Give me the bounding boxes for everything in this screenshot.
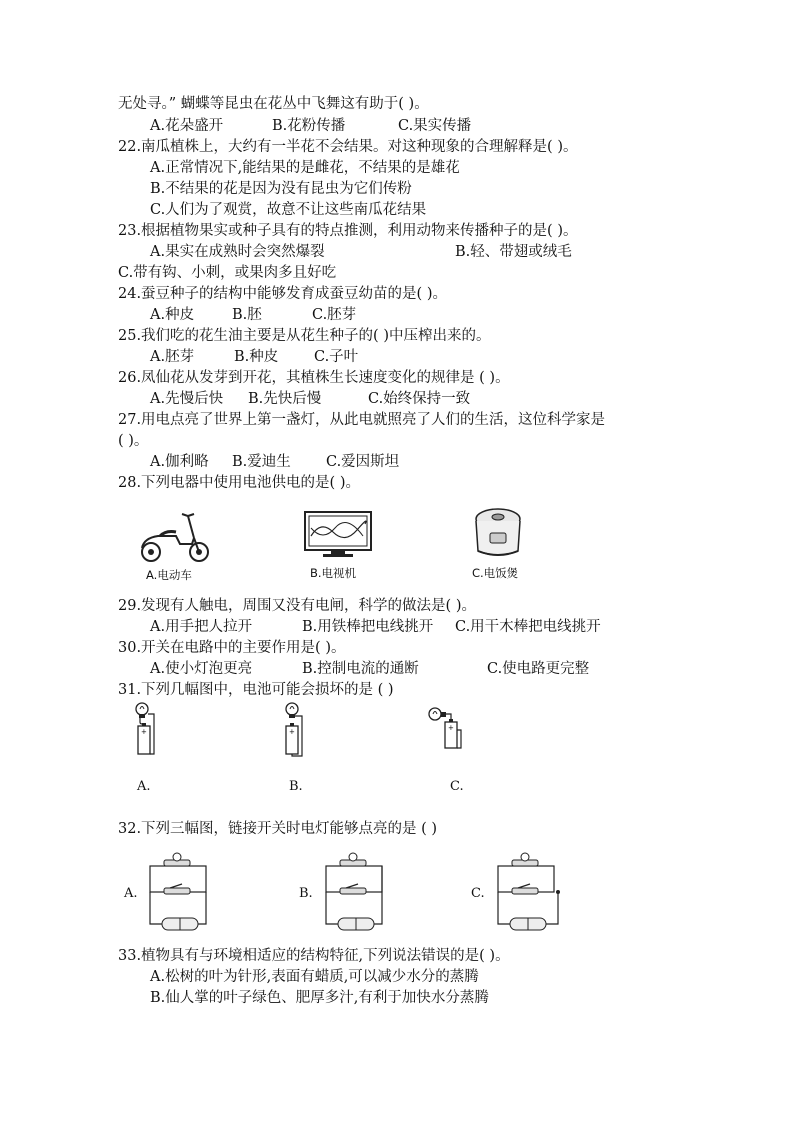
option-b: B.胚 [232,307,262,323]
question-31: 31.下列几幅图中，电池可能会损坏的是 ( ) [118,682,394,698]
option-a: A.果实在成熟时会突然爆裂 [150,244,325,260]
question-33: 33.植物具有与环境相适应的结构特征,下列说法错误的是( )。 [118,948,510,964]
battery-circuit-a [128,700,158,760]
question-27-blank: ( )。 [118,433,149,449]
option-a: A.胚芽 [150,349,195,365]
caption-b: B.电视机 [310,566,357,580]
option-c: C.始终保持一致 [368,391,471,407]
caption-a: A.电动车 [146,568,192,582]
option-b: B.仙人掌的叶子绿色、肥厚多汁,有利于加快水分蒸腾 [150,990,489,1006]
option-b: B.花粉传播 [272,118,346,134]
question-30: 30.开关在电路中的主要作用是( )。 [118,640,346,656]
caption-a: A. [124,886,138,901]
question-27: 27.用电点亮了世界上第一盏灯，从此电就照亮了人们的生活，这位科学家是 [118,412,606,428]
switch-circuit-c [490,852,564,938]
option-b: B.控制电流的通断 [302,661,419,677]
option-b: B.种皮 [234,349,279,365]
battery-circuit-c [423,700,467,750]
option-a: A.松树的叶为针形,表面有蜡质,可以减少水分的蒸腾 [150,969,479,985]
caption-c: C. [471,886,485,901]
caption-a: A. [137,779,151,794]
option-a: A.用手把人拉开 [150,619,253,635]
option-a: A.正常情况下,能结果的是雌花，不结果的是雄花 [150,160,460,176]
option-c: C.使电路更完整 [487,661,590,677]
switch-circuit-a [142,852,212,938]
option-c: C.爱因斯坦 [326,454,400,470]
caption-b: B. [299,886,313,901]
option-b: B.先快后慢 [248,391,322,407]
option-c: C.子叶 [314,349,359,365]
option-c: C.人们为了观赏，故意不让这些南瓜花结果 [150,202,427,218]
rice-cooker-image [470,505,526,561]
caption-c: C.电饭煲 [472,566,519,580]
question-25: 25.我们吃的花生油主要是从花生种子的( )中压榨出来的。 [118,328,491,344]
option-c: C.用干木棒把电线挑开 [455,619,601,635]
question-26: 26.凤仙花从发芽到开花，其植株生长速度变化的规律是 ( )。 [118,370,510,386]
caption-c: C. [450,779,464,794]
option-c: C.果实传播 [398,118,472,134]
caption-b: B. [289,779,303,794]
question-29: 29.发现有人触电，周围又没有电闸，科学的做法是( )。 [118,598,476,614]
option-a: A.花朵盛开 [150,118,224,134]
option-b: B.爱迪生 [232,454,291,470]
question-22: 22.南瓜植株上，大约有一半花不会结果。对这种现象的合理解释是( )。 [118,139,578,155]
question-23: 23.根据植物果实或种子具有的特点推测，利用动物来传播种子的是( )。 [118,223,578,239]
question-28: 28.下列电器中使用电池供电的是( )。 [118,475,360,491]
option-a: A.使小灯泡更亮 [150,661,253,677]
svg-text:+: + [141,728,147,736]
electric-scooter-image [136,508,212,564]
text-line: 无处寻。” 蝴蝶等昆虫在花丛中飞舞这有助于( )。 [118,96,429,112]
question-32: 32.下列三幅图，链接开关时电灯能够点亮的是 ( ) [118,821,438,837]
option-a: A.先慢后快 [150,391,224,407]
option-c: C.胚芽 [312,307,357,323]
option-c: C.带有钩、小刺，或果肉多且好吃 [118,265,337,281]
switch-circuit-b [318,852,388,938]
option-b: B.用铁棒把电线挑开 [302,619,434,635]
svg-text:+: + [448,724,454,732]
battery-circuit-b [280,700,310,760]
option-a: A.伽利略 [150,454,209,470]
svg-text:+: + [289,728,295,736]
option-a: A.种皮 [150,307,195,323]
option-b: B.轻、带翅或绒毛 [455,244,572,260]
television-image [303,510,373,560]
question-24: 24.蚕豆种子的结构中能够发育成蚕豆幼苗的是( )。 [118,286,447,302]
option-b: B.不结果的花是因为没有昆虫为它们传粉 [150,181,412,197]
